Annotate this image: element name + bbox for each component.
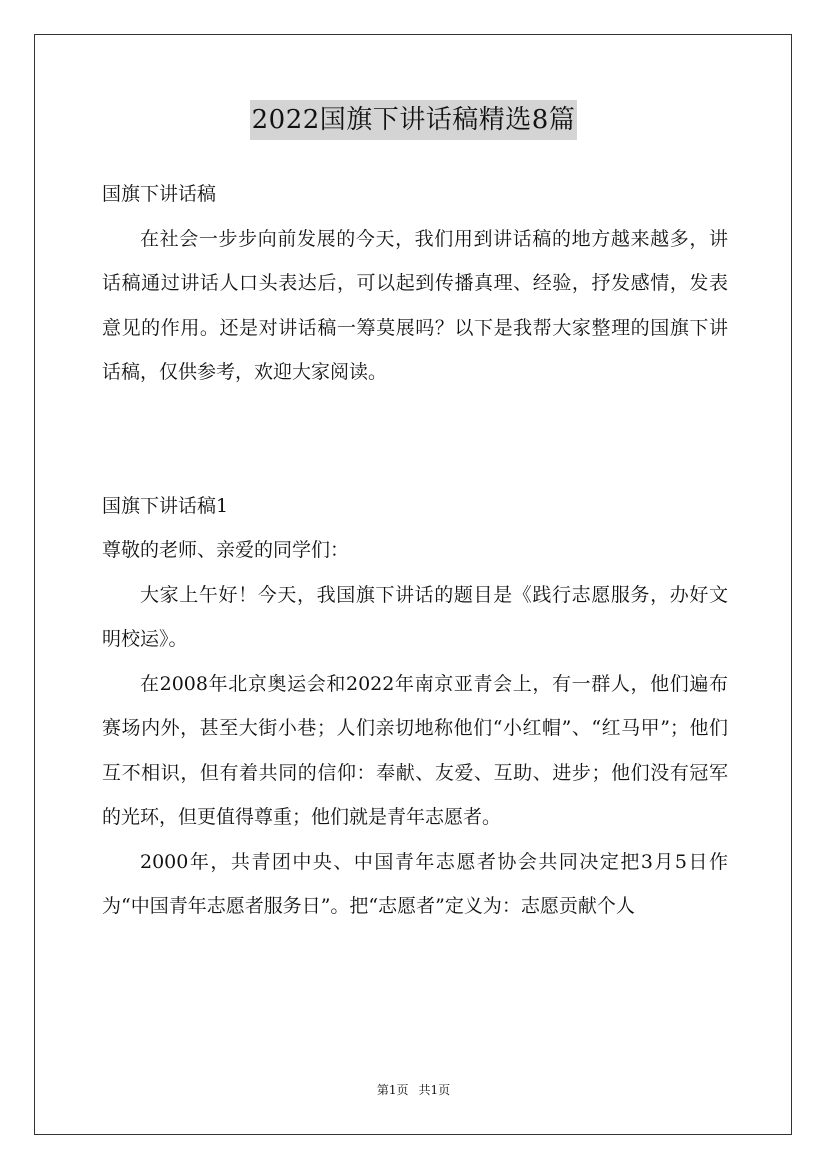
section-heading: 国旗下讲话稿1	[102, 494, 229, 517]
section-spacer	[102, 395, 728, 484]
page-number: 第1页	[376, 1083, 409, 1097]
intro-paragraph: 在社会一步步向前发展的今天，我们用到讲话稿的地方越来越多，讲话稿通过讲话人口头表达后，可以起到传播真理、经验，抒发感情，发表意见的作用。还是对讲话稿一筹莫展吗？以下是我帮大家整理的国旗下讲话稿，仅供参考，欢迎大家阅读。	[102, 227, 728, 383]
document-title: 2022国旗下讲话稿精选8篇	[250, 100, 578, 140]
title-wrapper	[0, 100, 827, 140]
page-total: 共1页	[418, 1083, 451, 1097]
page-footer	[0, 1081, 827, 1098]
body-paragraph: 大家上午好！今天，我国旗下讲话的题目是《践行志愿服务，办好文明校运》。	[102, 583, 728, 650]
salutation: 尊敬的老师、亲爱的同学们：	[102, 539, 350, 561]
document-body	[102, 172, 728, 929]
intro-heading: 国旗下讲话稿	[102, 183, 217, 205]
body-paragraph: 在2008年北京奥运会和2022年南京亚青会上，有一群人，他们遍布赛场内外，甚至大街小巷；人们亲切地称他们“小红帽”、“红马甲”；他们互不相识，但有着共同的信仰：奉献、友爱、互助、进步；他们没有冠军的光环，但更值得尊重；他们就是青年志愿者。	[102, 672, 728, 828]
body-paragraph: 2000年，共青团中央、中国青年志愿者协会共同决定把3月5日作为“中国青年志愿者服务日”。把“志愿者”定义为：志愿贡献个人	[102, 850, 728, 917]
